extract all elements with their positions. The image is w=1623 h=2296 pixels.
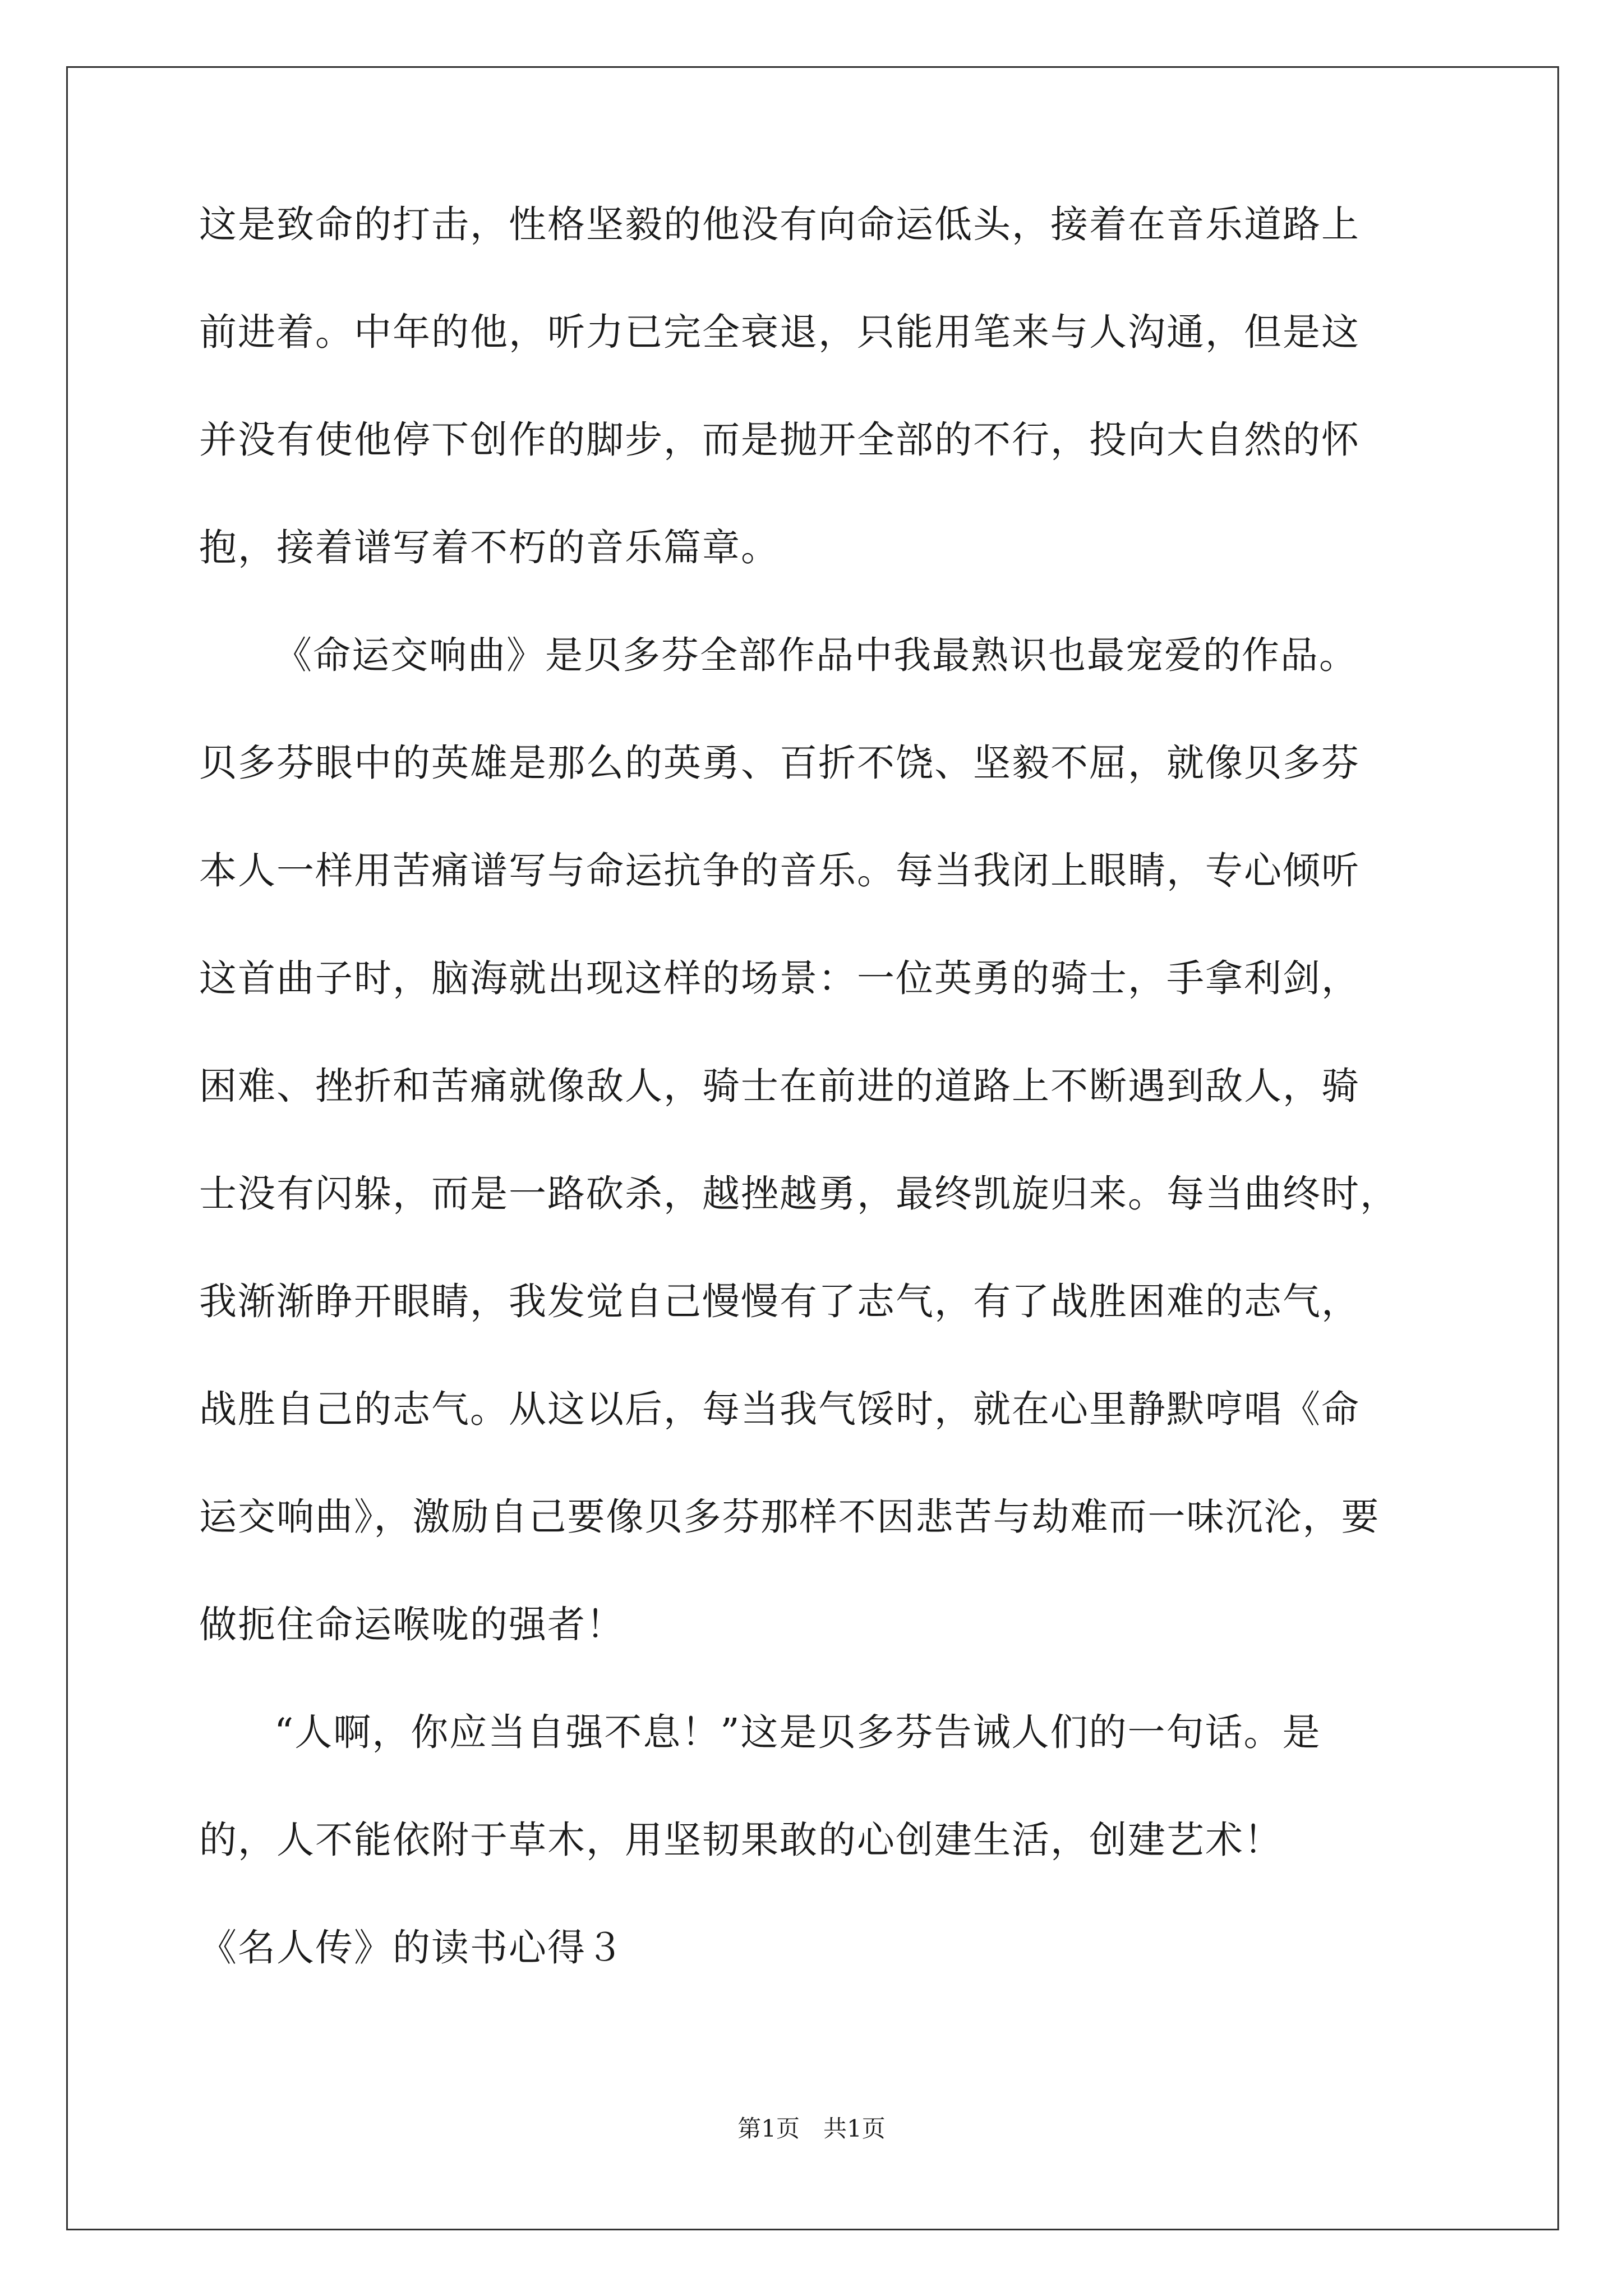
text-line-8: 这首曲子时，脑海就出现这样的场景：一位英勇的骑士，手拿利剑， <box>199 956 1360 1000</box>
text-line-7: 本人一样用苦痛谱写与命运抗争的音乐。每当我闭上眼睛，专心倾听 <box>199 849 1360 892</box>
text-line-6: 贝多芬眼中的英雄是那么的英勇、百折不饶、坚毅不屈，就像贝多芬 <box>199 741 1360 785</box>
text-line-12: 战胜自己的志气。从这以后，每当我气馁时，就在心里静默哼唱《命 <box>199 1387 1360 1431</box>
text-line-15: “人啊，你应当自强不息！”这是贝多芬告诫人们的一句话。是 <box>274 1710 1321 1754</box>
page-footer: 第1页 共1页 <box>737 2115 886 2142</box>
page-border <box>66 66 1559 2230</box>
text-line-14: 做扼住命运喉咙的强者！ <box>199 1603 625 1646</box>
section-heading: 《名人传》的读书心得３ <box>199 1926 625 1970</box>
text-line-5: 《命运交响曲》是贝多芬全部作品中我最熟识也最宠爱的作品。 <box>274 633 1358 677</box>
text-line-16: 的，人不能依附于草木，用坚韧果敢的心创建生活，创建艺术！ <box>199 1818 1283 1862</box>
text-line-2: 前进着。中年的他，听力已完全衰退，只能用笔来与人沟通，但是这 <box>199 310 1360 354</box>
text-line-10: 士没有闪躲，而是一路砍杀，越挫越勇，最终凯旋归来。每当曲终时， <box>199 1172 1399 1216</box>
text-line-1: 这是致命的打击，性格坚毅的他没有向命运低头，接着在音乐道路上 <box>199 203 1360 246</box>
text-line-3: 并没有使他停下创作的脚步，而是抛开全部的不行，投向大自然的怀 <box>199 418 1360 462</box>
text-line-9: 困难、挫折和苦痛就像敌人，骑士在前进的道路上不断遇到敌人，骑 <box>199 1064 1360 1108</box>
text-line-11: 我渐渐睁开眼睛，我发觉自己慢慢有了志气，有了战胜困难的志气， <box>199 1280 1360 1323</box>
text-line-4: 抱，接着谱写着不朽的音乐篇章。 <box>199 526 780 569</box>
text-line-13: 运交响曲》，激励自己要像贝多芬那样不因悲苦与劫难而一味沉沦，要 <box>199 1495 1380 1539</box>
